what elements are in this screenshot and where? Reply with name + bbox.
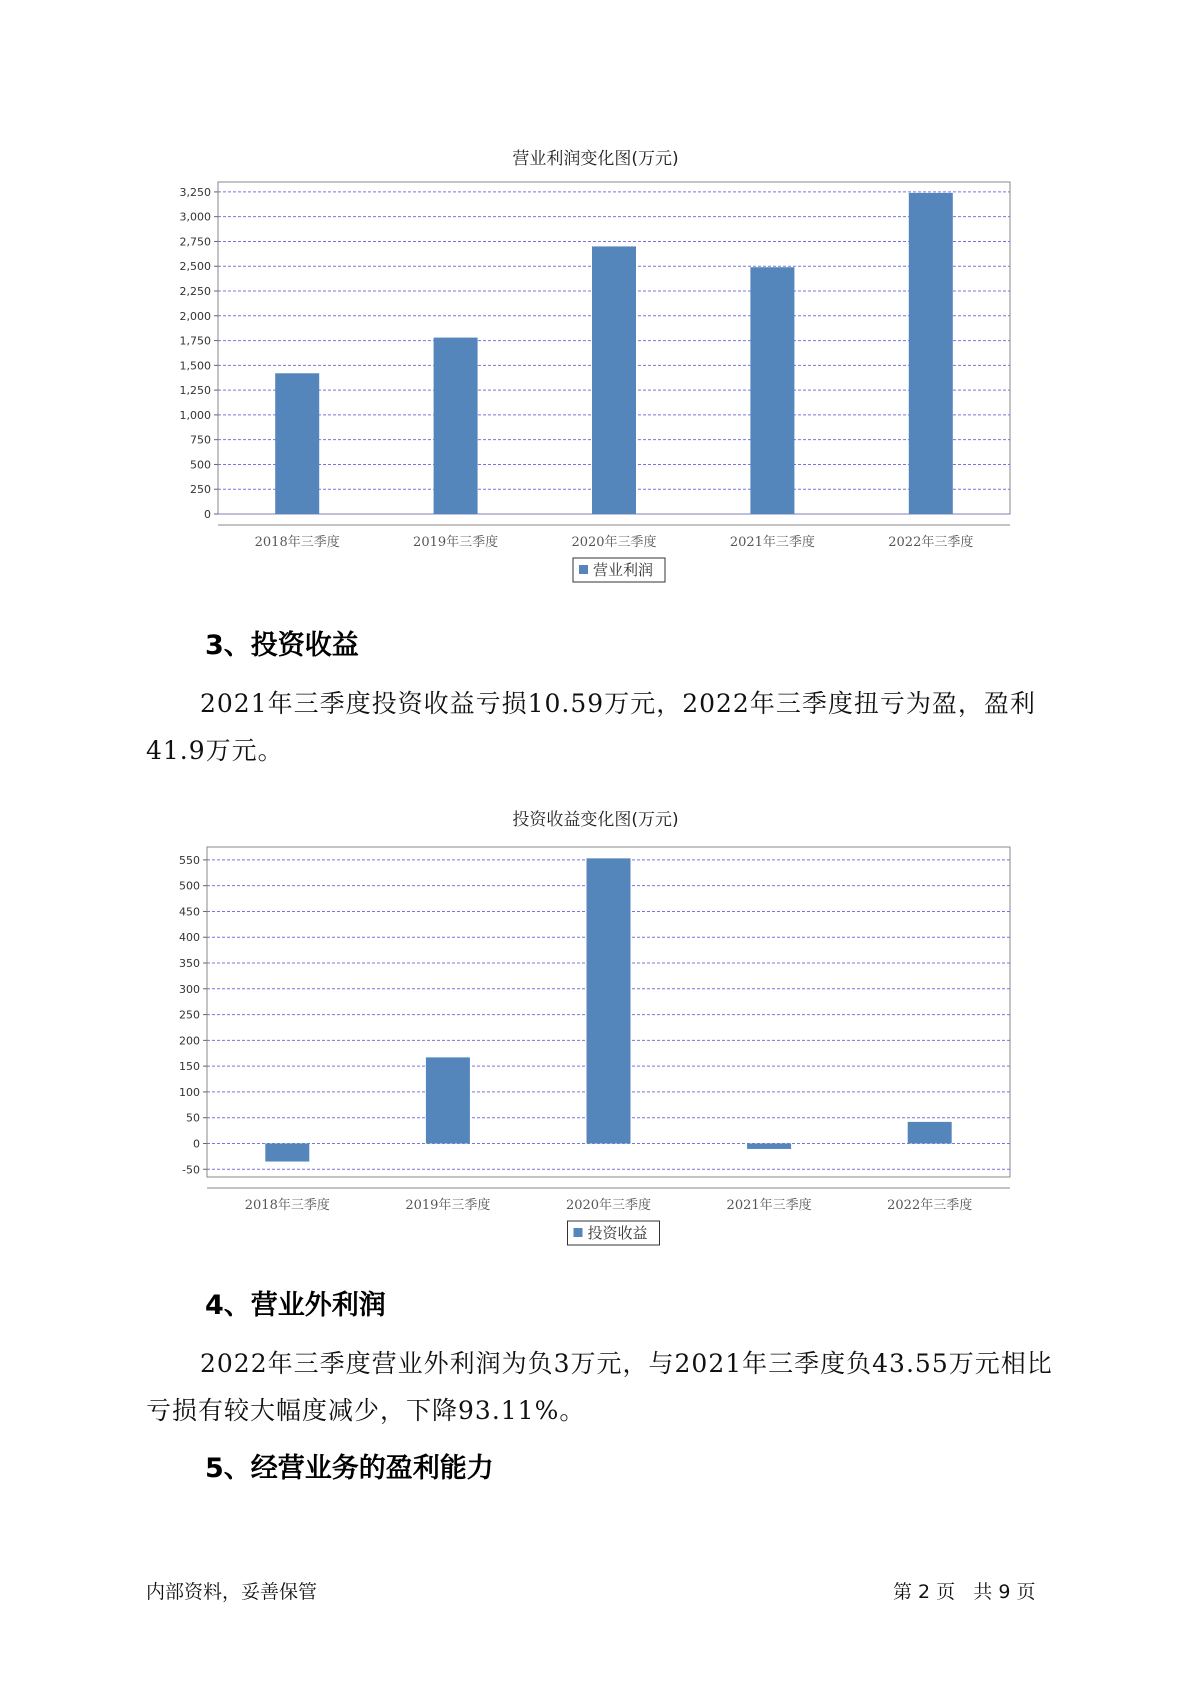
heading-business-profitability: 5、经营业务的盈利能力 <box>205 1453 494 1484</box>
y-tick-label: 2,500 <box>179 260 211 274</box>
y-tick-label: 0 <box>193 1137 200 1151</box>
x-tick-label: 2019年三季度 <box>413 535 499 550</box>
x-tick-label: 2019年三季度 <box>405 1198 491 1213</box>
x-tick-label: 2018年三季度 <box>244 1198 330 1213</box>
x-tick-label: 2018年三季度 <box>254 535 340 550</box>
y-tick-label: 450 <box>179 905 200 919</box>
bar <box>592 246 636 514</box>
x-tick-label: 2022年三季度 <box>887 1198 973 1213</box>
x-tick-label: 2021年三季度 <box>726 1198 812 1213</box>
bar <box>909 193 953 514</box>
y-tick-label: 350 <box>179 957 200 971</box>
x-tick-label: 2021年三季度 <box>729 535 815 550</box>
bar <box>587 858 631 1143</box>
bar <box>265 1143 309 1161</box>
y-tick-label: 500 <box>190 458 211 472</box>
legend-label: 投资收益 <box>587 1224 648 1242</box>
bar <box>426 1057 470 1143</box>
legend-label: 营业利润 <box>593 561 654 579</box>
y-tick-label: 1,750 <box>179 334 211 348</box>
bar <box>275 373 319 514</box>
y-tick-label: 3,250 <box>179 185 211 199</box>
heading-non-operating-profit: 4、营业外利润 <box>205 1290 386 1321</box>
heading-investment-income: 3、投资收益 <box>205 630 359 661</box>
x-tick-label: 2020年三季度 <box>571 535 657 550</box>
y-tick-label: 1,000 <box>179 408 211 422</box>
y-tick-label: 200 <box>179 1034 200 1048</box>
y-tick-label: 3,000 <box>179 210 211 224</box>
bar <box>750 267 794 514</box>
y-tick-label: 750 <box>190 433 211 447</box>
operating-profit-chart <box>0 170 1191 590</box>
y-tick-label: 150 <box>179 1060 200 1074</box>
footer-page-number: 第 2 页 共 9 页 <box>893 1581 1036 1603</box>
y-tick-label: 400 <box>179 931 200 945</box>
y-tick-label: 500 <box>179 879 200 893</box>
legend-swatch <box>574 1228 583 1237</box>
y-tick-label: 0 <box>204 508 211 521</box>
bar <box>747 1143 791 1148</box>
y-tick-label: 1,250 <box>179 384 211 398</box>
y-tick-label: 100 <box>179 1085 200 1099</box>
chart-title-investment-income: 投资收益变化图(万元) <box>512 810 679 830</box>
y-tick-label: 2,750 <box>179 235 211 249</box>
y-tick-label: 50 <box>186 1111 200 1125</box>
y-tick-label: -50 <box>182 1163 200 1177</box>
y-tick-label: 250 <box>190 483 211 497</box>
y-tick-label: 550 <box>179 853 200 867</box>
footer-confidential-note: 内部资料，妥善保管 <box>146 1581 318 1603</box>
x-tick-label: 2020年三季度 <box>565 1198 652 1213</box>
legend-swatch <box>579 565 588 574</box>
y-tick-label: 2,000 <box>179 309 211 323</box>
y-tick-label: 300 <box>179 982 200 996</box>
paragraph-non-operating-profit: 2022年三季度营业外利润为负3万元，与2021年三季度负43.55万元相比亏损有较大幅度减少，下降93.11%。 <box>146 1349 1053 1425</box>
chart-title-operating-profit: 营业利润变化图(万元) <box>512 149 679 169</box>
bar <box>434 338 478 514</box>
y-tick-label: 1,500 <box>179 359 211 373</box>
investment-income-chart <box>0 830 1191 1250</box>
paragraph-investment-income: 2021年三季度投资收益亏损10.59万元，2022年三季度扭亏为盈，盈利41.9万元。 <box>146 689 1036 765</box>
y-tick-label: 250 <box>179 1008 200 1022</box>
bar <box>908 1122 952 1144</box>
x-tick-label: 2022年三季度 <box>888 535 974 550</box>
y-tick-label: 2,250 <box>179 285 211 299</box>
